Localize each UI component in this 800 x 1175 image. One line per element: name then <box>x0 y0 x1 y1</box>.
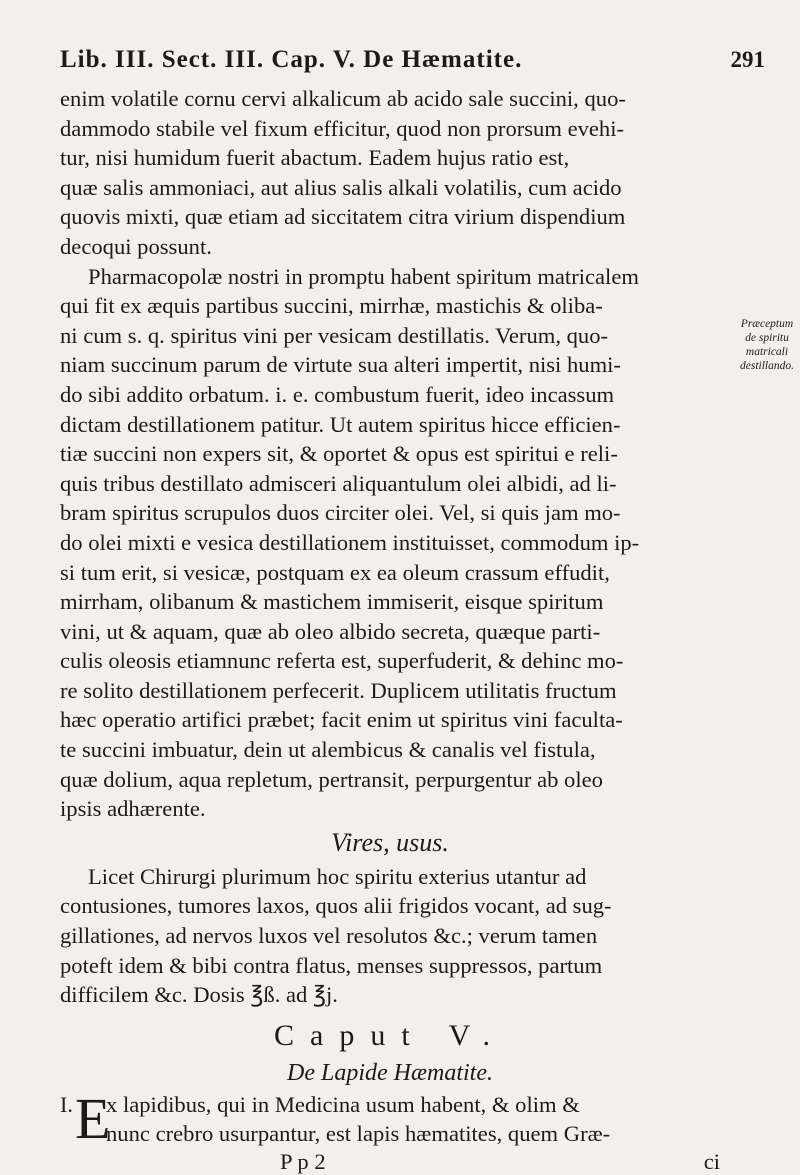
text-line: quæ dolium, aqua repletum, pertransit, perpurgentur ab oleo <box>60 766 603 792</box>
page-number: 291 <box>730 47 765 72</box>
text-line: gillationes, ad nervos luxos vel resolutos &c.; verum tamen <box>60 923 598 949</box>
running-header <box>60 46 765 74</box>
margin-note-line: de spiritu <box>745 332 789 344</box>
text-line: tiæ succini non expers sit, & oportet & opus est spiritui e reli- <box>60 441 618 467</box>
text-line: nunc crebro usurpantur, est lapis hæmatites, quem Græ- <box>106 1121 611 1147</box>
text-line: vini, ut & aquam, quæ ab oleo albido secreta, quæque parti- <box>60 618 601 644</box>
text-line: dammodo stabile vel fixum efficitur, quod non prorsum evehi- <box>60 115 625 141</box>
page-body <box>60 84 720 1175</box>
margin-note <box>735 317 799 373</box>
signature-mark: P p 2 <box>280 1149 326 1174</box>
text-line: do sibi addito orbatum. i. e. combustum fuerit, ideo incassum <box>60 381 615 407</box>
text-line: contusiones, tumores laxos, quos alii frigidos vocant, ad sug- <box>60 893 612 919</box>
text-line: x lapidibus, qui in Medicina usum habent, & olim & <box>106 1091 580 1117</box>
text-line: qui fit ex æquis partibus succini, mirrhæ, mastichis & oliba- <box>60 293 603 319</box>
margin-note-line: Præceptum <box>740 318 794 330</box>
catchword: ci <box>703 1149 720 1174</box>
text-line: mirrham, olibanum & mastichem immiserit, eisque spiritum <box>60 589 604 615</box>
text-line: niam succinum parum de virtute sua alteri impertit, nisi humi- <box>60 352 621 378</box>
text-line: re solito destillationem perfecerit. Duplicem utilitatis fructum <box>60 677 617 703</box>
margin-note-line: matricali <box>745 346 789 358</box>
text-line: culis oleosis etiamnunc referta est, superfuderit, & dehinc mo- <box>60 648 624 674</box>
drop-cap: E <box>75 1085 111 1151</box>
paragraph-number: I. <box>60 1091 73 1117</box>
text-line: tur, nisi humidum fuerit abactum. Eadem hujus ratio est, <box>60 145 570 171</box>
text-line: ipsis adhærente. <box>60 796 206 822</box>
running-head-title: Lib. III. Sect. III. Cap. V. De Hæmatite. <box>60 46 523 73</box>
text-line: dictam destillationem patitur. Ut autem spiritus hicce efficien- <box>60 411 621 437</box>
text-line: hæc operatio artifici præbet; facit enim ut spiritus vini faculta- <box>60 707 623 733</box>
chapter-opening <box>60 1085 720 1151</box>
text-line: te succini imbuatur, dein ut alembicus & canalis vel fistula, <box>60 737 596 763</box>
text-line: quis tribus destillato admisceri aliquantulum olei albidi, ad li- <box>60 470 617 496</box>
chapter-caput: Caput V. <box>274 1018 506 1052</box>
text-line: Pharmacopolæ nostri in promptu habent spiritum matricalem <box>88 263 639 289</box>
page-footer <box>60 1149 720 1175</box>
section-heading: Vires, usus. <box>331 827 449 857</box>
text-line: ni cum s. q. spiritus vini per vesicam destillatis. Verum, quo- <box>60 322 609 348</box>
margin-note-line: destillando. <box>740 360 794 372</box>
text-line: quovis mixti, quæ etiam ad siccitatem citra virium dispendium <box>60 204 626 230</box>
text-line: difficilem &c. Dosis ℥ß. ad ℥j. <box>60 982 338 1008</box>
text-line: bram spiritus scrupulos duos circiter olei. Vel, si quis jam mo- <box>60 500 621 526</box>
text-line: quæ salis ammoniaci, aut alius salis alkali volatilis, cum acido <box>60 174 622 200</box>
text-line: si tum erit, si vesicæ, postquam ex ea oleum crassum effudit, <box>60 559 610 585</box>
text-line: enim volatile cornu cervi alkalicum ab acido sale succini, quo- <box>60 86 626 111</box>
text-line: decoqui possunt. <box>60 233 212 259</box>
chapter-title: De Lapide Hæmatite. <box>287 1059 493 1086</box>
text-line: Licet Chirurgi plurimum hoc spiritu exterius utantur ad <box>88 863 587 889</box>
text-line: do olei mixti e vesica destillationem instituisset, commodum ip- <box>60 529 640 555</box>
text-line: poteft idem & bibi contra flatus, menses suppressos, partum <box>60 952 603 978</box>
